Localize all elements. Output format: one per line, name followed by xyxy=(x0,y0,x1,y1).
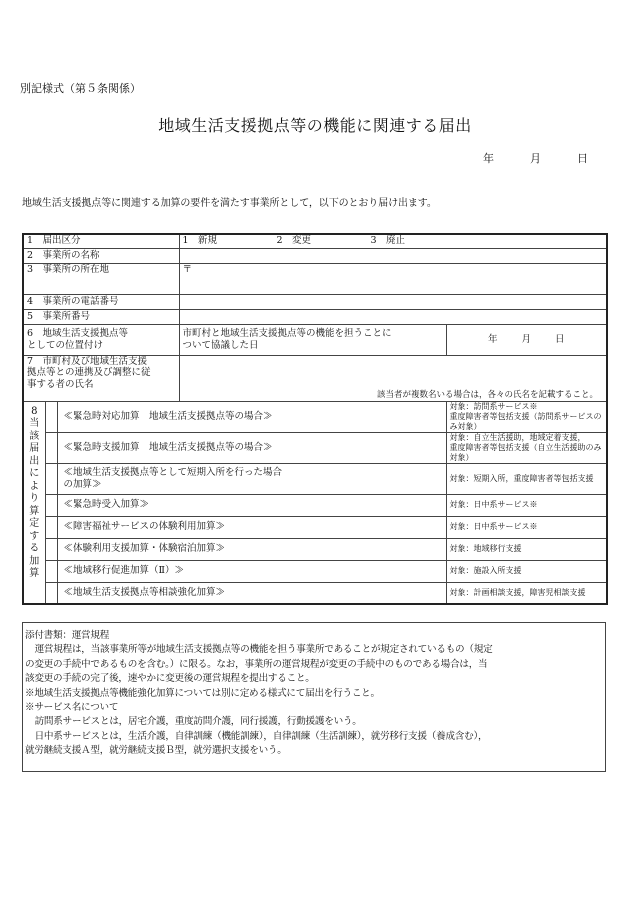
row-office-address xyxy=(23,263,607,294)
attachment-line: ※サービス名について xyxy=(25,702,119,714)
office-number-label: 5 事業所番号 xyxy=(23,309,179,324)
addon-target: 対象：自立生活援助，地域定着支援， 重度障害者等包括支援（自立生活援助のみ対象） xyxy=(446,432,607,463)
option-abolish[interactable]: 3 廃止 xyxy=(370,235,406,247)
addon-row xyxy=(23,432,607,463)
addon-row xyxy=(23,516,607,538)
addon-name: ≪障害福祉サービスの体験利用加算≫ xyxy=(57,516,446,538)
agreement-date-field[interactable] xyxy=(446,324,607,355)
agreement-day-label: 日 xyxy=(555,333,565,345)
row-coordinator-name xyxy=(23,355,607,401)
base-positioning-label xyxy=(23,324,179,355)
notification-table xyxy=(22,233,608,605)
row-notification-type xyxy=(23,234,607,248)
addon-row xyxy=(23,582,607,604)
intro-text: 地域生活支援拠点等に関連する加算の要件を満たす事業所として，以下のとおり届け出ます。 xyxy=(22,198,437,209)
coordinator-name-field[interactable]: 該当者が複数名いる場合は，各々の氏名を記載すること。 xyxy=(179,355,607,401)
attachment-line: 該変更の手続の完了後，速やかに変更後の運営規程を提出すること。 xyxy=(25,673,315,685)
addon-target: 対象：施設入所支援 xyxy=(446,560,607,582)
addon-name: ≪緊急時支援加算 地域生活支援拠点等の場合≫ xyxy=(57,432,446,463)
addon-row xyxy=(23,463,607,494)
addon-target: 対象：訪問系サービス※ 重度障害者等包括支援（訪問系サービスのみ対象） xyxy=(446,401,607,432)
addon-checkbox[interactable] xyxy=(45,538,57,560)
agreement-date-label-line2: ついて協議した日 xyxy=(182,339,259,351)
addon-checkbox[interactable] xyxy=(45,582,57,604)
notification-type-options xyxy=(179,234,607,248)
form-label: 別記様式（第５条関係） xyxy=(20,82,141,95)
option-new[interactable]: 1 新規 xyxy=(182,235,218,247)
attachment-title: 添付書類：運営規程 xyxy=(25,630,110,641)
addon-target: 対象：日中系サービス※ xyxy=(446,494,607,516)
addon-target: 対象：日中系サービス※ xyxy=(446,516,607,538)
addon-row xyxy=(23,538,607,560)
attachment-line: 日中系サービスとは，生活介護，自律訓練（機能訓練），自律訓練（生活訓練），就労移行支援（養成含む）， xyxy=(34,730,488,742)
attachment-line: 運営規程は，当該事業所等が地域生活支援拠点等の機能を担う事業所であることが規定されているもの（規定 xyxy=(34,644,493,656)
agreement-year-label: 年 xyxy=(488,333,498,345)
date-day-label: 日 xyxy=(577,152,588,165)
notification-type-label: 1 届出区分 xyxy=(23,234,179,248)
addon-target: 対象：地域移行支援 xyxy=(446,538,607,560)
base-positioning-label-line1: 6 地域生活支援拠点等 xyxy=(27,327,129,339)
agreement-date-label-line1: 市町村と地域生活支援拠点等の機能を担うことに xyxy=(182,327,392,339)
row-office-number xyxy=(23,309,607,324)
agreement-date-label xyxy=(179,324,446,355)
base-positioning-label-line2: としての位置付け xyxy=(27,339,104,351)
addon-checkbox[interactable] xyxy=(45,516,57,538)
coordinator-name-label-line1: 7 市町村及び地域生活支援 xyxy=(27,355,148,367)
attachment-line: 就労継続支援Ａ型，就労継続支援Ｂ型，就労選択支援をいう。 xyxy=(25,745,287,757)
attachment-line: ※地域生活支援拠点等機能強化加算については別に定める様式にて届出を行うこと。 xyxy=(25,687,380,699)
office-number-field[interactable] xyxy=(179,309,607,324)
addon-name: ≪緊急時対応加算 地域生活支援拠点等の場合≫ xyxy=(57,401,446,432)
row-base-positioning xyxy=(23,324,607,355)
addon-name: ≪地域移行促進加算（Ⅱ）≫ xyxy=(57,560,446,582)
option-change[interactable]: 2 変更 xyxy=(276,235,312,247)
agreement-month-label: 月 xyxy=(521,333,532,345)
coordinator-name-label-line3: 事する者の氏名 xyxy=(27,379,94,391)
attachment-notes xyxy=(22,622,606,772)
coordinator-name-label-line2: 拠点等との連携及び調整に従 xyxy=(27,367,151,379)
office-phone-field[interactable] xyxy=(179,294,607,309)
addon-target: 対象：計画相談支援，障害児相談支援 xyxy=(446,582,607,604)
addon-name: ≪地域生活支援拠点等相談強化加算≫ xyxy=(57,582,446,604)
row-office-name xyxy=(23,248,607,263)
attachment-line: 訪問系サービスとは，居宅介護，重度訪問介護，同行援護，行動援護をいう。 xyxy=(34,716,362,728)
section8-heading: 8 当 該 届 出 に よ り 算 定 す る 加 算 xyxy=(23,401,45,604)
addon-checkbox[interactable] xyxy=(45,560,57,582)
addon-name: ≪地域生活支援拠点等として短期入所を行った場合 の加算≫ xyxy=(57,463,446,494)
date-month-label: 月 xyxy=(530,152,541,165)
attachment-line: の変更の手続中であるものを含む。）に限る。なお，事業所の運営規程が変更の手続中のものである場合は，当 xyxy=(25,658,488,670)
coordinator-name-label xyxy=(23,355,179,401)
addon-row xyxy=(23,401,607,432)
addon-name: ≪緊急時受入加算≫ xyxy=(57,494,446,516)
addon-checkbox[interactable] xyxy=(45,432,57,463)
office-address-field[interactable]: 〒 xyxy=(179,263,607,294)
office-phone-label: 4 事業所の電話番号 xyxy=(23,294,179,309)
addon-checkbox[interactable] xyxy=(45,401,57,432)
addon-target: 対象：短期入所，重度障害者等包括支援 xyxy=(446,463,607,494)
office-name-label: 2 事業所の名称 xyxy=(23,248,179,263)
row-office-phone xyxy=(23,294,607,309)
addon-name: ≪体験利用支援加算・体験宿泊加算≫ xyxy=(57,538,446,560)
addon-row xyxy=(23,494,607,516)
addon-row xyxy=(23,560,607,582)
page-title: 地域生活支援拠点等の機能に関連する届出 xyxy=(158,116,472,135)
addon-checkbox[interactable] xyxy=(45,463,57,494)
addon-checkbox[interactable] xyxy=(45,494,57,516)
date-year-label: 年 xyxy=(483,152,494,165)
office-name-field[interactable] xyxy=(179,248,607,263)
office-address-label: 3 事業所の所在地 xyxy=(23,263,179,294)
